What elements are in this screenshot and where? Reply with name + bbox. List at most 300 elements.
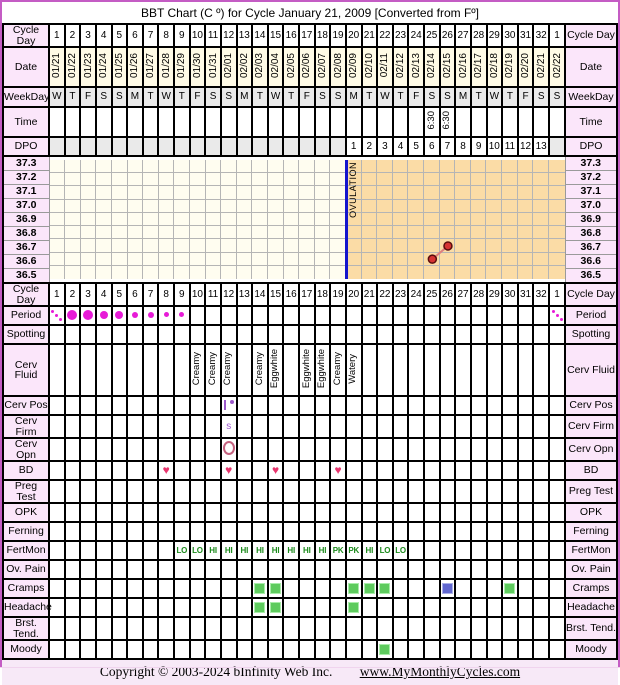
cell-date-day-1 <box>49 47 65 87</box>
cerv_fluid-text: Watery <box>347 353 359 384</box>
date-text: 02/01 <box>223 52 235 79</box>
cell-date-day-21 <box>362 47 378 87</box>
cell-cerv_opn-day-5 <box>112 438 128 461</box>
cell-opk-day-33 <box>549 503 565 522</box>
cell-opk-day-19 <box>330 503 346 522</box>
cell-spotting-day-13 <box>237 325 253 344</box>
cell-period-day-12 <box>221 306 237 325</box>
cell-weekday-day-3: F <box>80 87 96 107</box>
cell-preg_test-day-19 <box>330 480 346 503</box>
cell-cerv_opn-day-20 <box>346 438 362 461</box>
row-label-cycle_day-right: Cycle Day <box>565 283 617 306</box>
cervix-position-dot <box>230 400 234 404</box>
period-dot <box>115 311 123 319</box>
cell-cerv_opn-day-9 <box>174 438 190 461</box>
row-label-cerv_firm-left: Cerv Firm <box>3 415 49 438</box>
cell-weekday-day-13: M <box>237 87 253 107</box>
cell-dpo-day-12 <box>221 137 237 156</box>
cell-cerv_opn-day-25 <box>424 438 440 461</box>
cell-spotting-day-4 <box>96 325 112 344</box>
cell-date-day-16 <box>283 47 299 87</box>
cell-cycle_day-day-16: 16 <box>283 283 299 306</box>
cell-spotting-day-19 <box>330 325 346 344</box>
cell-cerv_firm-day-22 <box>377 415 393 438</box>
cell-bd-day-24 <box>408 461 424 480</box>
cell-date-day-6 <box>127 47 143 87</box>
cell-spotting-day-14 <box>252 325 268 344</box>
cell-ferning-day-24 <box>408 522 424 541</box>
cell-ferning-day-6 <box>127 522 143 541</box>
bd-heart-icon: ♥ <box>272 462 280 477</box>
cell-brst_tend-day-19 <box>330 617 346 640</box>
cell-cerv_pos-day-7 <box>143 396 159 415</box>
cell-cerv_fluid-day-9 <box>174 344 190 396</box>
cell-headache-day-15 <box>268 598 284 617</box>
cell-ov_pain-day-8 <box>158 560 174 579</box>
cell-period-day-22 <box>377 306 393 325</box>
date-text: 01/28 <box>160 52 172 79</box>
cell-brst_tend-day-10 <box>190 617 206 640</box>
cell-period-day-3 <box>80 306 96 325</box>
cell-brst_tend-day-5 <box>112 617 128 640</box>
cell-cycle_day-day-19: 19 <box>330 283 346 306</box>
cell-cerv_fluid-day-13 <box>237 344 253 396</box>
cell-fertmon-day-2 <box>65 541 81 560</box>
cell-preg_test-day-18 <box>315 480 331 503</box>
cell-weekday-day-24: F <box>408 87 424 107</box>
cell-moody-day-30 <box>502 640 518 659</box>
date-text: 01/30 <box>191 52 203 79</box>
cell-time-day-1 <box>49 107 65 137</box>
cell-brst_tend-day-32 <box>533 617 549 640</box>
row-label-opk-right: OPK <box>565 503 617 522</box>
cell-headache-day-11 <box>205 598 221 617</box>
cell-cycle_day-day-17: 17 <box>299 24 315 47</box>
cerv_fluid-text: Creamy <box>253 351 265 386</box>
fertility-monitor-reading: HI <box>303 545 311 555</box>
cell-ov_pain-day-4 <box>96 560 112 579</box>
cell-cerv_firm-day-1 <box>49 415 65 438</box>
cell-preg_test-day-27 <box>455 480 471 503</box>
cell-bd-day-19 <box>330 461 346 480</box>
cell-ov_pain-day-11 <box>205 560 221 579</box>
cell-cerv_pos-day-33 <box>549 396 565 415</box>
cell-bd-day-3 <box>80 461 96 480</box>
cell-cerv_firm-day-12 <box>221 415 237 438</box>
cell-cerv_firm-day-16 <box>283 415 299 438</box>
cell-date-day-24 <box>408 47 424 87</box>
cell-fertmon-day-25 <box>424 541 440 560</box>
fertility-monitor-reading: LO <box>176 545 188 555</box>
headache-green-square <box>270 602 281 613</box>
cell-cerv_pos-day-17 <box>299 396 315 415</box>
cell-fertmon-day-32 <box>533 541 549 560</box>
fertility-monitor-reading: LO <box>192 545 203 555</box>
cell-cycle_day-day-33: 1 <box>549 24 565 47</box>
cell-date-day-17 <box>299 47 315 87</box>
cell-opk-day-30 <box>502 503 518 522</box>
cell-cerv_fluid-day-20 <box>346 344 362 396</box>
cell-spotting-day-12 <box>221 325 237 344</box>
cell-moody-day-33 <box>549 640 565 659</box>
cell-dpo-day-26: 7 <box>440 137 456 156</box>
cell-cerv_pos-day-32 <box>533 396 549 415</box>
row-label-cerv_pos-right: Cerv Pos <box>565 396 617 415</box>
cell-preg_test-day-22 <box>377 480 393 503</box>
cell-cerv_opn-day-22 <box>377 438 393 461</box>
cell-cycle_day-day-29: 29 <box>487 24 503 47</box>
period-dot <box>148 312 154 318</box>
cell-preg_test-day-26 <box>440 480 456 503</box>
cell-cerv_opn-day-31 <box>518 438 534 461</box>
date-text: 01/25 <box>113 52 125 79</box>
cell-time-day-3 <box>80 107 96 137</box>
cell-weekday-day-11: S <box>205 87 221 107</box>
cell-bd-day-13 <box>237 461 253 480</box>
cell-cerv_opn-day-21 <box>362 438 378 461</box>
cell-fertmon-day-13 <box>237 541 253 560</box>
period-dot <box>67 310 77 320</box>
cell-cerv_firm-day-10 <box>190 415 206 438</box>
bd-heart-icon: ♥ <box>162 462 170 477</box>
cell-cerv_opn-day-17 <box>299 438 315 461</box>
cell-fertmon-day-1 <box>49 541 65 560</box>
cell-cerv_pos-day-8 <box>158 396 174 415</box>
cell-moody-day-1 <box>49 640 65 659</box>
cell-cerv_opn-day-14 <box>252 438 268 461</box>
cell-cramps-day-19 <box>330 579 346 598</box>
cell-weekday-day-28: T <box>471 87 487 107</box>
cell-date-day-13 <box>237 47 253 87</box>
cell-time-day-2 <box>65 107 81 137</box>
cell-ov_pain-day-28 <box>471 560 487 579</box>
cell-headache-day-28 <box>471 598 487 617</box>
cell-cerv_fluid-day-32 <box>533 344 549 396</box>
cell-dpo-day-27: 8 <box>455 137 471 156</box>
cell-ferning-day-22 <box>377 522 393 541</box>
cell-cycle_day-day-1: 1 <box>49 24 65 47</box>
cell-ferning-day-2 <box>65 522 81 541</box>
cell-ferning-day-33 <box>549 522 565 541</box>
cell-period-day-15 <box>268 306 284 325</box>
cell-period-day-32 <box>533 306 549 325</box>
cell-bd-day-14 <box>252 461 268 480</box>
cell-spotting-day-6 <box>127 325 143 344</box>
date-text: 02/17 <box>473 52 485 79</box>
cerv_fluid-text: Eggwhite <box>269 348 281 389</box>
cell-cycle_day-day-26: 26 <box>440 283 456 306</box>
cell-bd-day-16 <box>283 461 299 480</box>
cell-preg_test-day-31 <box>518 480 534 503</box>
cell-preg_test-day-6 <box>127 480 143 503</box>
cell-headache-day-32 <box>533 598 549 617</box>
cell-brst_tend-day-1 <box>49 617 65 640</box>
cell-brst_tend-day-29 <box>487 617 503 640</box>
cell-cycle_day-day-3: 3 <box>80 283 96 306</box>
cell-date-day-4 <box>96 47 112 87</box>
cell-date-day-12 <box>221 47 237 87</box>
cell-bd-day-23 <box>393 461 409 480</box>
fertility-monitor-reading: HI <box>256 545 264 555</box>
cell-cerv_fluid-day-5 <box>112 344 128 396</box>
cell-spotting-day-3 <box>80 325 96 344</box>
cell-cycle_day-day-18: 18 <box>315 283 331 306</box>
cell-cerv_firm-day-3 <box>80 415 96 438</box>
cell-opk-day-24 <box>408 503 424 522</box>
cell-cerv_fluid-day-22 <box>377 344 393 396</box>
row-label-brst_tend-left: Brst. Tend. <box>3 617 49 640</box>
cell-fertmon-day-23 <box>393 541 409 560</box>
cell-weekday-day-10: F <box>190 87 206 107</box>
cell-cycle_day-day-20: 20 <box>346 283 362 306</box>
cell-moody-day-10 <box>190 640 206 659</box>
cell-time-day-11 <box>205 107 221 137</box>
cell-ferning-day-15 <box>268 522 284 541</box>
cell-fertmon-day-12 <box>221 541 237 560</box>
cell-dpo-day-13 <box>237 137 253 156</box>
temp-tick-left-37.3: 37.3 <box>3 156 49 171</box>
moody-green-square <box>379 644 390 655</box>
cell-opk-day-1 <box>49 503 65 522</box>
cell-date-day-32 <box>533 47 549 87</box>
cell-bd-day-12 <box>221 461 237 480</box>
row-label-cycle_day-right: Cycle Day <box>565 24 617 47</box>
temp-tick-left-36.7: 36.7 <box>3 241 49 255</box>
cell-moody-day-23 <box>393 640 409 659</box>
cell-cerv_opn-day-3 <box>80 438 96 461</box>
cell-opk-day-31 <box>518 503 534 522</box>
period-dot <box>83 310 93 320</box>
cell-dpo-day-10 <box>190 137 206 156</box>
cell-date-day-30 <box>502 47 518 87</box>
cell-time-day-26 <box>440 107 456 137</box>
cell-opk-day-28 <box>471 503 487 522</box>
period-dot <box>164 312 169 317</box>
date-text: 02/18 <box>488 52 500 79</box>
temp-tick-right-37.0: 37.0 <box>565 199 617 213</box>
cervix-open-ring-icon <box>223 441 235 455</box>
row-label-cerv_firm-right: Cerv Firm <box>565 415 617 438</box>
cell-fertmon-day-22 <box>377 541 393 560</box>
cell-cerv_fluid-day-31 <box>518 344 534 396</box>
cell-cramps-day-5 <box>112 579 128 598</box>
cell-headache-day-8 <box>158 598 174 617</box>
cell-fertmon-day-29 <box>487 541 503 560</box>
cell-spotting-day-5 <box>112 325 128 344</box>
cell-headache-day-10 <box>190 598 206 617</box>
cell-dpo-day-7 <box>143 137 159 156</box>
cell-cycle_day-day-9: 9 <box>174 283 190 306</box>
cell-cerv_pos-day-16 <box>283 396 299 415</box>
cell-brst_tend-day-7 <box>143 617 159 640</box>
cell-weekday-day-29: W <box>487 87 503 107</box>
cell-cerv_opn-day-6 <box>127 438 143 461</box>
page-title: BBT Chart (C º) for Cycle January 21, 2009 [Converted from Fº] <box>2 2 618 23</box>
cell-moody-day-32 <box>533 640 549 659</box>
cell-ferning-day-10 <box>190 522 206 541</box>
cell-ferning-day-5 <box>112 522 128 541</box>
cell-cerv_firm-day-23 <box>393 415 409 438</box>
cell-dpo-day-23: 4 <box>393 137 409 156</box>
bd-heart-icon: ♥ <box>334 462 342 477</box>
website-link[interactable]: www.MyMonthlyCycles.com <box>359 664 521 679</box>
cell-cerv_fluid-day-33 <box>549 344 565 396</box>
cell-fertmon-day-14 <box>252 541 268 560</box>
cell-preg_test-day-3 <box>80 480 96 503</box>
cell-opk-day-6 <box>127 503 143 522</box>
cell-fertmon-day-16 <box>283 541 299 560</box>
cell-cerv_fluid-day-28 <box>471 344 487 396</box>
cell-opk-day-20 <box>346 503 362 522</box>
cell-weekday-day-18: S <box>315 87 331 107</box>
cell-cerv_fluid-day-25 <box>424 344 440 396</box>
date-text: 01/26 <box>129 52 141 79</box>
temp-tick-right-37.1: 37.1 <box>565 185 617 199</box>
row-label-ferning-right: Ferning <box>565 522 617 541</box>
row-label-dpo-right: DPO <box>565 137 617 156</box>
cell-ov_pain-day-1 <box>49 560 65 579</box>
cell-cycle_day-day-29: 29 <box>487 283 503 306</box>
cell-date-day-22 <box>377 47 393 87</box>
cell-ov_pain-day-31 <box>518 560 534 579</box>
cell-dpo-day-29: 10 <box>487 137 503 156</box>
cell-time-day-8 <box>158 107 174 137</box>
date-text: 02/03 <box>254 52 266 79</box>
cell-cycle_day-day-21: 21 <box>362 24 378 47</box>
headache-green-square <box>348 602 359 613</box>
cell-preg_test-day-23 <box>393 480 409 503</box>
cell-cerv_pos-day-9 <box>174 396 190 415</box>
cell-cerv_fluid-day-7 <box>143 344 159 396</box>
date-text: 02/22 <box>551 52 563 79</box>
cell-dpo-day-11 <box>205 137 221 156</box>
cell-brst_tend-day-15 <box>268 617 284 640</box>
cell-period-day-24 <box>408 306 424 325</box>
cell-ferning-day-1 <box>49 522 65 541</box>
cell-moody-day-21 <box>362 640 378 659</box>
cell-headache-day-12 <box>221 598 237 617</box>
cell-date-day-3 <box>80 47 96 87</box>
row-label-cramps-left: Cramps <box>3 579 49 598</box>
row-label-cycle_day-left: Cycle Day <box>3 283 49 306</box>
cell-fertmon-day-3 <box>80 541 96 560</box>
cell-cycle_day-day-23: 23 <box>393 24 409 47</box>
cell-cycle_day-day-3: 3 <box>80 24 96 47</box>
row-label-cerv_opn-right: Cerv Opn <box>565 438 617 461</box>
cell-opk-day-17 <box>299 503 315 522</box>
cell-date-day-28 <box>471 47 487 87</box>
cell-ov_pain-day-22 <box>377 560 393 579</box>
date-text: 02/09 <box>348 52 360 79</box>
cell-cerv_opn-day-16 <box>283 438 299 461</box>
cell-date-day-20 <box>346 47 362 87</box>
cell-ferning-day-23 <box>393 522 409 541</box>
cell-date-day-10 <box>190 47 206 87</box>
cell-opk-day-25 <box>424 503 440 522</box>
cell-brst_tend-day-21 <box>362 617 378 640</box>
cramps-green-square <box>270 583 281 594</box>
period-dot <box>132 312 138 318</box>
cell-period-day-20 <box>346 306 362 325</box>
cell-opk-day-26 <box>440 503 456 522</box>
cell-fertmon-day-6 <box>127 541 143 560</box>
cell-bd-day-28 <box>471 461 487 480</box>
cell-cramps-day-6 <box>127 579 143 598</box>
cell-moody-day-16 <box>283 640 299 659</box>
cell-date-day-29 <box>487 47 503 87</box>
date-text: 02/06 <box>301 52 313 79</box>
cell-headache-day-24 <box>408 598 424 617</box>
cell-weekday-day-21: T <box>362 87 378 107</box>
cell-preg_test-day-16 <box>283 480 299 503</box>
cell-headache-day-31 <box>518 598 534 617</box>
cell-date-day-11 <box>205 47 221 87</box>
cell-cerv_fluid-day-16 <box>283 344 299 396</box>
cell-cerv_opn-day-8 <box>158 438 174 461</box>
cell-weekday-day-23: T <box>393 87 409 107</box>
cell-fertmon-day-19 <box>330 541 346 560</box>
cell-ferning-day-14 <box>252 522 268 541</box>
cell-moody-day-2 <box>65 640 81 659</box>
cell-cerv_pos-day-23 <box>393 396 409 415</box>
cell-preg_test-day-17 <box>299 480 315 503</box>
cell-cycle_day-day-24: 24 <box>408 283 424 306</box>
cell-cycle_day-day-22: 22 <box>377 283 393 306</box>
cell-date-day-33 <box>549 47 565 87</box>
cell-headache-day-26 <box>440 598 456 617</box>
cell-cycle_day-day-30: 30 <box>502 283 518 306</box>
cell-ov_pain-day-14 <box>252 560 268 579</box>
cell-date-day-8 <box>158 47 174 87</box>
cell-cycle_day-day-19: 19 <box>330 24 346 47</box>
row-label-cycle_day-left: Cycle Day <box>3 24 49 47</box>
cell-spotting-day-7 <box>143 325 159 344</box>
cell-opk-day-21 <box>362 503 378 522</box>
cell-date-day-25 <box>424 47 440 87</box>
cell-cerv_firm-day-17 <box>299 415 315 438</box>
cell-cerv_firm-day-2 <box>65 415 81 438</box>
fertility-monitor-reading: HI <box>240 545 249 555</box>
cell-moody-day-29 <box>487 640 503 659</box>
cell-preg_test-day-4 <box>96 480 112 503</box>
cell-bd-day-10 <box>190 461 206 480</box>
cell-spotting-day-20 <box>346 325 362 344</box>
cell-spotting-day-24 <box>408 325 424 344</box>
date-text: 01/23 <box>82 52 94 79</box>
cell-spotting-day-8 <box>158 325 174 344</box>
cell-cerv_pos-day-20 <box>346 396 362 415</box>
cell-cerv_fluid-day-12 <box>221 344 237 396</box>
cell-bd-day-4 <box>96 461 112 480</box>
cell-fertmon-day-28 <box>471 541 487 560</box>
cell-ferning-day-29 <box>487 522 503 541</box>
cell-cycle_day-day-15: 15 <box>268 283 284 306</box>
cell-period-day-7 <box>143 306 159 325</box>
cell-moody-day-7 <box>143 640 159 659</box>
date-text: 01/24 <box>98 52 110 79</box>
cell-cerv_fluid-day-21 <box>362 344 378 396</box>
date-text: 02/12 <box>395 52 407 79</box>
cell-cerv_firm-day-20 <box>346 415 362 438</box>
temp-tick-right-37.3: 37.3 <box>565 156 617 171</box>
cell-spotting-day-9 <box>174 325 190 344</box>
cell-ferning-day-3 <box>80 522 96 541</box>
cell-cycle_day-day-6: 6 <box>127 283 143 306</box>
cell-cerv_fluid-day-19 <box>330 344 346 396</box>
cell-spotting-day-23 <box>393 325 409 344</box>
date-text: 01/21 <box>51 52 63 79</box>
cerv_fluid-text: Eggwhite <box>316 348 328 389</box>
